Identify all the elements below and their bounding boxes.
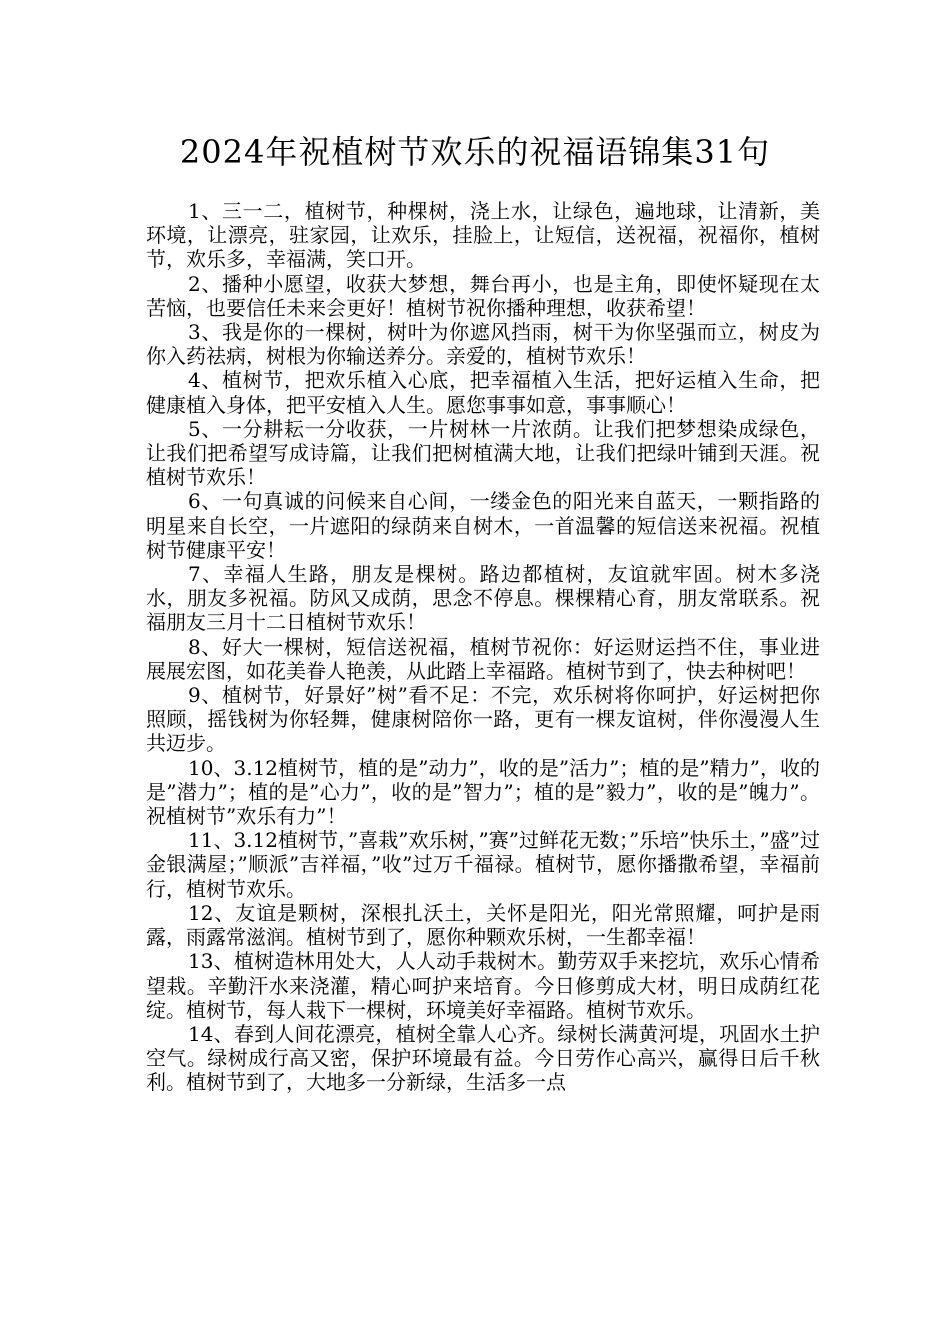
paragraph-11: 11、3.12植树节，”喜栽”欢乐树，”赛”过鲜花无数；”乐培”快乐土，”盛”过金银满屋；”顺派”吉祥福，”收”过万千福禄。植树节，愿你播撒希望，幸福前行，植树节欢乐。 xyxy=(146,828,820,901)
paragraph-14: 14、春到人间花漂亮，植树全靠人心齐。绿树长满黄河堤，巩固水土护空气。绿树成行高又密，保护环境最有益。今日劳作心高兴，赢得日后千秋利。植树节到了，大地多一分新绿，生活多一点 xyxy=(146,1021,820,1095)
paragraph-8: 8、好大一棵树，短信送祝福，植树节祝你：好运财运挡不住，事业进展展宏图，如花美眷人艳羡，从此踏上幸福路。植树节到了，快去种树吧！ xyxy=(146,634,820,683)
paragraph-13: 13、植树造林用处大，人人动手栽树木。勤劳双手来挖坑，欢乐心情希望栽。辛勤汗水来浇灌，精心呵护来培育。今日修剪成大材，明日成荫红花绽。植树节，每人栽下一棵树，环境美好幸福路。植树节欢乐。 xyxy=(146,949,820,1022)
document-body xyxy=(146,199,820,1095)
paragraph-9: 9、植树节，好景好”树”看不足：不完，欢乐树将你呵护，好运树把你照顾，摇钱树为你轻舞，健康树陪你一路，更有一棵友谊树，伴你漫漫人生共迈步。 xyxy=(146,683,820,756)
paragraph-1: 1、三一二，植树节，种棵树，浇上水，让绿色，遍地球，让清新，美环境，让漂亮，驻家园，让欢乐，挂脸上，让短信，送祝福，祝福你，植树节，欢乐多，幸福满，笑口开。 xyxy=(146,199,820,272)
paragraph-12: 12、友谊是颗树，深根扎沃土，关怀是阳光，阳光常照耀，呵护是雨露，雨露常滋润。植树节到了，愿你种颗欢乐树，一生都幸福！ xyxy=(146,900,820,950)
paragraph-3: 3、我是你的一棵树，树叶为你遮风挡雨，树干为你坚强而立，树皮为你入药祛病，树根为你输送养分。亲爱的，植树节欢乐！ xyxy=(146,320,820,369)
paragraph-6: 6、一句真诚的问候来自心间，一缕金色的阳光来自蓝天，一颗指路的明星来自长空，一片遮阳的绿荫来自树木，一首温馨的短信送来祝福。祝植树节健康平安！ xyxy=(146,489,820,562)
paragraph-2: 2、播种小愿望，收获大梦想，舞台再小，也是主角，即使怀疑现在太苦恼，也要信任未来会更好！植树节祝你播种理想，收获希望！ xyxy=(146,271,820,320)
paragraph-5: 5、一分耕耘一分收获，一片树林一片浓荫。让我们把梦想染成绿色，让我们把希望写成诗篇，让我们把树植满大地，让我们把绿叶铺到天涯。祝植树节欢乐！ xyxy=(146,416,820,490)
paragraph-7: 7、幸福人生路，朋友是棵树。路边都植树，友谊就牢固。树木多浇水，朋友多祝福。防风又成荫，思念不停息。棵棵精心育，朋友常联系。祝福朋友三月十二日植树节欢乐！ xyxy=(146,562,820,635)
document-title: 2024年祝植树节欢乐的祝福语锦集31句 xyxy=(179,133,771,171)
paragraph-10: 10、3.12植树节，植的是”动力”，收的是”活力”；植的是”精力”，收的是”潜力”；植的是”心力”，收的是”智力”；植的是”毅力”，收的是”魄力”。祝植树节”欢乐有力”！ xyxy=(146,755,820,829)
paragraph-4: 4、植树节，把欢乐植入心底，把幸福植入生活，把好运植入生命，把健康植入身体，把平安植入人生。愿您事事如意，事事顺心！ xyxy=(146,368,820,417)
